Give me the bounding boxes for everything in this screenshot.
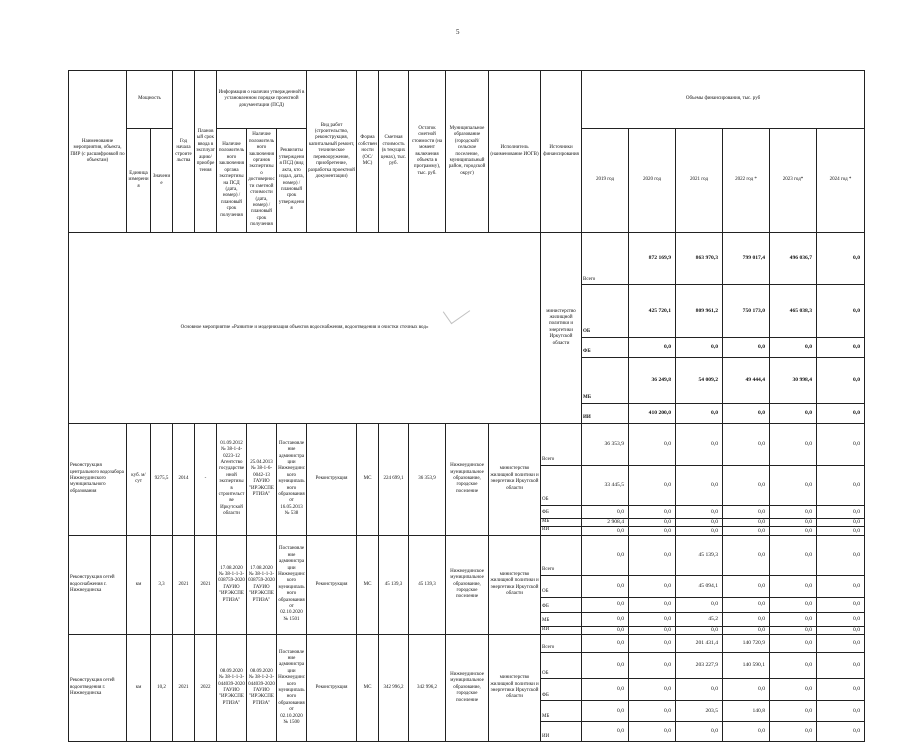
- value-cell: 0,0: [582, 505, 629, 518]
- header-year-2019: 2019 год: [582, 129, 629, 233]
- object-unit: км: [127, 635, 151, 742]
- value-cell: 0,0: [770, 527, 817, 535]
- value-cell: 0,0: [817, 701, 865, 722]
- value-cell: 140 720,9: [723, 635, 770, 653]
- value-cell: 0,0: [629, 701, 676, 722]
- value-cell: 799 017,4: [723, 233, 770, 285]
- value-cell: 0,0: [629, 465, 676, 505]
- value-cell: 0,0: [817, 423, 865, 465]
- value-cell: 0,0: [629, 722, 676, 742]
- header-municipality: Муниципальное образование (городской/сельское поселение, муниципальный район, городской округ): [446, 71, 489, 233]
- value-cell: 0,0: [770, 505, 817, 518]
- page-number: 5: [456, 28, 460, 36]
- main-activity-title: Основное мероприятие «Развитие и модернизация объектов водоснабжения, водоотведения и очистки сточных вод»: [69, 233, 541, 424]
- value-cell: 0,0: [582, 679, 629, 701]
- value-cell: 0,0: [723, 465, 770, 505]
- value-cell: 0,0: [817, 597, 865, 612]
- value-cell: 863 970,3: [676, 233, 723, 285]
- header-docs: Информация о наличии утвержденной в установленном порядке проектной документации (ПСД): [217, 71, 307, 129]
- object-cost: 224 699,1: [379, 423, 409, 535]
- value-cell: 36 249,8: [629, 357, 676, 403]
- value-cell: 0,0: [723, 535, 770, 575]
- value-cell: 45 139,3: [676, 535, 723, 575]
- value-cell: 0,0: [629, 626, 676, 634]
- value-cell: 0,0: [723, 612, 770, 626]
- source-cell: ФБ: [582, 337, 629, 357]
- source-cell: ОБ: [541, 575, 582, 597]
- value-cell: 0,0: [629, 337, 676, 357]
- value-cell: 0,0: [723, 679, 770, 701]
- value-cell: 0,0: [817, 527, 865, 535]
- value-cell: 0,0: [723, 597, 770, 612]
- header-remainder: Остаток сметной стоимости (на момент включения объекта в программу), тыс. руб.: [409, 71, 446, 233]
- value-cell: 33 445,5: [582, 465, 629, 505]
- value-cell: 0,0: [723, 722, 770, 742]
- value-cell: 0,0: [723, 518, 770, 526]
- header-year-2020: 2020 год: [629, 129, 676, 233]
- object-municipality: Нижнеудинское муниципальное образование, городское поселение: [446, 423, 489, 535]
- value-cell: 0,0: [817, 357, 865, 403]
- value-cell: 54 009,2: [676, 357, 723, 403]
- value-cell: 201 431,4: [676, 635, 723, 653]
- object-reliability: 08.09.2020 № 38-1-2-3-044039-2020 ГАУИО "ИРЭКСПЕРТИЗА": [247, 635, 277, 742]
- source-cell: МБ: [582, 357, 629, 403]
- value-cell: 0,0: [582, 701, 629, 722]
- source-cell: МБ: [541, 518, 582, 526]
- value-cell: 0,0: [676, 626, 723, 634]
- value-cell: 0,0: [582, 612, 629, 626]
- value-cell: 0,0: [676, 722, 723, 742]
- value-cell: 0,0: [817, 535, 865, 575]
- source-cell: ИИ: [541, 527, 582, 535]
- value-cell: 0,0: [817, 233, 865, 285]
- header-start-year: Год начала строительства: [173, 71, 195, 233]
- value-cell: 0,0: [582, 635, 629, 653]
- value-cell: 203,5: [676, 701, 723, 722]
- object-capacity-value: 9275,5: [151, 423, 173, 535]
- object-cost: 342 996,2: [379, 635, 409, 742]
- object-capacity-value: 3,3: [151, 535, 173, 634]
- value-cell: 0,0: [770, 612, 817, 626]
- object-start-year: 2014: [173, 423, 195, 535]
- source-cell: ИИ: [541, 722, 582, 742]
- object-unit: куб. м/сут: [127, 423, 151, 535]
- value-cell: 0,0: [676, 518, 723, 526]
- value-cell: 0,0: [817, 679, 865, 701]
- value-cell: 0,0: [582, 535, 629, 575]
- header-expertise: Наличие положительного заключения органа экспертизы на ПСД (дата, номер) / плановый срок получения: [217, 129, 247, 233]
- header-year-2021: 2021 год: [676, 129, 723, 233]
- source-cell: ФБ: [541, 597, 582, 612]
- value-cell: 0,0: [770, 626, 817, 634]
- object-executor: министерство жилищной политики и энергетики Иркутской области: [489, 635, 541, 742]
- value-cell: 0,0: [770, 465, 817, 505]
- value-cell: 0,0: [817, 403, 865, 423]
- object-remainder: 342 996,2: [409, 635, 446, 742]
- object-start-year: 2021: [173, 635, 195, 742]
- value-cell: 0,0: [676, 505, 723, 518]
- value-cell: 0,0: [629, 505, 676, 518]
- source-cell: ФБ: [541, 679, 582, 701]
- value-cell: 0,0: [723, 403, 770, 423]
- value-cell: 0,0: [582, 575, 629, 597]
- value-cell: 0,0: [770, 518, 817, 526]
- value-cell: 0,0: [770, 423, 817, 465]
- value-cell: 0,0: [676, 679, 723, 701]
- value-cell: 0,0: [770, 701, 817, 722]
- object-name: Реконструкция сетей водоснабжения г. Нижнеудинска: [69, 535, 127, 634]
- value-cell: 0,0: [770, 403, 817, 423]
- main-executor: министерство жилищной политики и энергетики Иркутской области: [541, 233, 582, 424]
- header-year-2024: 2024 год *: [817, 129, 865, 233]
- source-cell: Всего: [541, 535, 582, 575]
- value-cell: 0,0: [817, 465, 865, 505]
- object-reliability: 25.04.2013 № 38-1-6-0042-13 ГАУИО "ИРЭКСПЕРТИЗА": [247, 423, 277, 535]
- value-cell: 0,0: [629, 612, 676, 626]
- value-cell: 45,2: [676, 612, 723, 626]
- object-expertise: 08.09.2020 № 38-1-1-3-044039-2020 ГАУИО "ИРЭКСПЕРТИЗА": [217, 635, 247, 742]
- value-cell: 0,0: [817, 635, 865, 653]
- header-capacity: Мощность: [127, 71, 173, 129]
- source-cell: Всего: [582, 233, 629, 285]
- source-cell: МБ: [541, 612, 582, 626]
- value-cell: 0,0: [770, 535, 817, 575]
- value-cell: 0,0: [817, 612, 865, 626]
- value-cell: 0,0: [817, 722, 865, 742]
- object-municipality: Нижнеудинское муниципальное образование, городское поселение: [446, 535, 489, 634]
- value-cell: 496 036,7: [770, 233, 817, 285]
- header-unit: Единица измерения: [127, 129, 151, 233]
- value-cell: 0,0: [770, 575, 817, 597]
- value-cell: 0,0: [629, 535, 676, 575]
- value-cell: 0,0: [629, 635, 676, 653]
- value-cell: 0,0: [723, 626, 770, 634]
- header-approval: Реквизиты утверждения ПСД (вид акта, кто издал, дата, номер) / плановый срок утверждения: [277, 129, 307, 233]
- header-reliability: Наличие положительного заключения органов экспертизы о достоверности сметной стоимости (дата, номер) / плановый срок получения: [247, 129, 277, 233]
- header-source: Источники финансирования: [541, 71, 582, 233]
- value-cell: 0,0: [723, 337, 770, 357]
- object-ownership: МС: [357, 535, 379, 634]
- object-expertise: 01.09.2012 № 38-1-4-0223-12 Агентство государственной экспертизы в строительстве Иркутской области: [217, 423, 247, 535]
- value-cell: 0,0: [817, 518, 865, 526]
- value-cell: 0,0: [723, 423, 770, 465]
- object-name: Реконструкция центрального водозабора Нижнеудинского муниципального образования: [69, 423, 127, 535]
- object-approval: Постановление администрации Нижнеудинского муниципального образования от 16.05.2013 № 538: [277, 423, 307, 535]
- object-municipality: Нижнеудинское муниципальное образование, городское поселение: [446, 635, 489, 742]
- object-executor: министерство жилищной политики и энергетики Иркутской области: [489, 423, 541, 535]
- object-capacity-value: 10,2: [151, 635, 173, 742]
- header-financing: Объемы финансирования, тыс. руб: [582, 71, 865, 129]
- source-cell: Всего: [541, 635, 582, 653]
- source-cell: ИИ: [582, 403, 629, 423]
- object-commission-year: 2022: [195, 635, 217, 742]
- value-cell: 425 720,1: [629, 285, 676, 337]
- header-year-2022: 2022 год *: [723, 129, 770, 233]
- object-start-year: 2021: [173, 535, 195, 634]
- object-expertise: 17.08.2020 № 38-1-1-3-038759-2020 ГАУИО "ИРЭКСПЕРТИЗА": [217, 535, 247, 634]
- object-cost: 45 139,3: [379, 535, 409, 634]
- header-year-2023: 2023 год*: [770, 129, 817, 233]
- value-cell: 0,0: [676, 337, 723, 357]
- header-cost: Сметная стоимость (в текущих ценах), тыс. руб.: [379, 71, 409, 233]
- value-cell: 140 590,1: [723, 653, 770, 679]
- object-executor: министерство жилищной политики и энергетики Иркутской области: [489, 535, 541, 634]
- value-cell: 2 908,4: [582, 518, 629, 526]
- value-cell: 0,0: [629, 518, 676, 526]
- header-ownership: Форма собственности (ОС/МС): [357, 71, 379, 233]
- value-cell: 0,0: [582, 653, 629, 679]
- value-cell: 0,0: [817, 337, 865, 357]
- object-work-type: Реконструкция: [307, 635, 357, 742]
- value-cell: 0,0: [817, 575, 865, 597]
- value-cell: 0,0: [629, 653, 676, 679]
- value-cell: 0,0: [629, 597, 676, 612]
- value-cell: 140,8: [723, 701, 770, 722]
- value-cell: 0,0: [770, 679, 817, 701]
- object-work-type: Реконструкция: [307, 535, 357, 634]
- value-cell: 0,0: [676, 465, 723, 505]
- value-cell: 0,0: [676, 597, 723, 612]
- source-cell: МБ: [541, 701, 582, 722]
- header-name: Наименование мероприятия, объекта, ПИР (с расшифровкой по объектам): [69, 71, 127, 233]
- value-cell: 872 169,9: [629, 233, 676, 285]
- source-cell: ФБ: [541, 505, 582, 518]
- value-cell: 809 961,2: [676, 285, 723, 337]
- value-cell: 0,0: [770, 722, 817, 742]
- source-cell: Всего: [541, 423, 582, 465]
- value-cell: 0,0: [582, 597, 629, 612]
- object-ownership: МС: [357, 635, 379, 742]
- value-cell: 750 173,0: [723, 285, 770, 337]
- object-unit: км: [127, 535, 151, 634]
- value-cell: 0,0: [723, 505, 770, 518]
- object-ownership: МС: [357, 423, 379, 535]
- value-cell: 0,0: [629, 423, 676, 465]
- value-cell: 0,0: [817, 626, 865, 634]
- value-cell: 410 200,0: [629, 403, 676, 423]
- source-cell: ОБ: [541, 465, 582, 505]
- value-cell: 0,0: [629, 679, 676, 701]
- financing-table: [68, 70, 865, 742]
- object-work-type: Реконструкция: [307, 423, 357, 535]
- value-cell: 0,0: [817, 653, 865, 679]
- value-cell: 0,0: [629, 527, 676, 535]
- value-cell: 0,0: [817, 505, 865, 518]
- value-cell: 0,0: [629, 575, 676, 597]
- value-cell: 0,0: [770, 337, 817, 357]
- header-work-type: Вид работ (строительство, реконструкция, капитальный ремонт, техническое перевооружение, приобретение, разработка проектной документации): [307, 71, 357, 233]
- value-cell: 0,0: [676, 527, 723, 535]
- object-commission-year: -: [195, 423, 217, 535]
- object-name: Реконструкция сетей водоотведения г. Нижнеудинска: [69, 635, 127, 742]
- value-cell: 0,0: [582, 722, 629, 742]
- object-approval: Постановление администрации Нижнеудинского муниципального образования от 02.10.2020 № 1500: [277, 635, 307, 742]
- source-cell: ИИ: [541, 626, 582, 634]
- value-cell: 0,0: [582, 527, 629, 535]
- value-cell: 0,0: [770, 597, 817, 612]
- object-remainder: 36 353,9: [409, 423, 446, 535]
- header-executor: Исполнитель (наименование ИОГВ): [489, 71, 541, 233]
- value-cell: 0,0: [723, 527, 770, 535]
- source-cell: ОБ: [541, 653, 582, 679]
- object-remainder: 45 139,3: [409, 535, 446, 634]
- value-cell: 30 998,4: [770, 357, 817, 403]
- value-cell: 45 094,1: [676, 575, 723, 597]
- value-cell: 0,0: [817, 285, 865, 337]
- value-cell: 0,0: [676, 403, 723, 423]
- value-cell: 0,0: [770, 653, 817, 679]
- value-cell: 203 227,9: [676, 653, 723, 679]
- header-commission-year: Плановый срок ввода в эксплуатацию/приобретения: [195, 71, 217, 233]
- object-reliability: 17.08.2020 № 38-1-1-3-038759-2020 ГАУИО "ИРЭКСПЕРТИЗА": [247, 535, 277, 634]
- object-commission-year: 2021: [195, 535, 217, 634]
- object-approval: Постановление администрации Нижнеудинского муниципального образования от 02.10.2020 № 1501: [277, 535, 307, 634]
- value-cell: 49 444,4: [723, 357, 770, 403]
- source-cell: ОБ: [582, 285, 629, 337]
- value-cell: 0,0: [582, 626, 629, 634]
- header-value: Значение: [151, 129, 173, 233]
- value-cell: 0,0: [723, 575, 770, 597]
- value-cell: 465 038,3: [770, 285, 817, 337]
- value-cell: 0,0: [770, 635, 817, 653]
- value-cell: 36 353,9: [582, 423, 629, 465]
- value-cell: 0,0: [676, 423, 723, 465]
